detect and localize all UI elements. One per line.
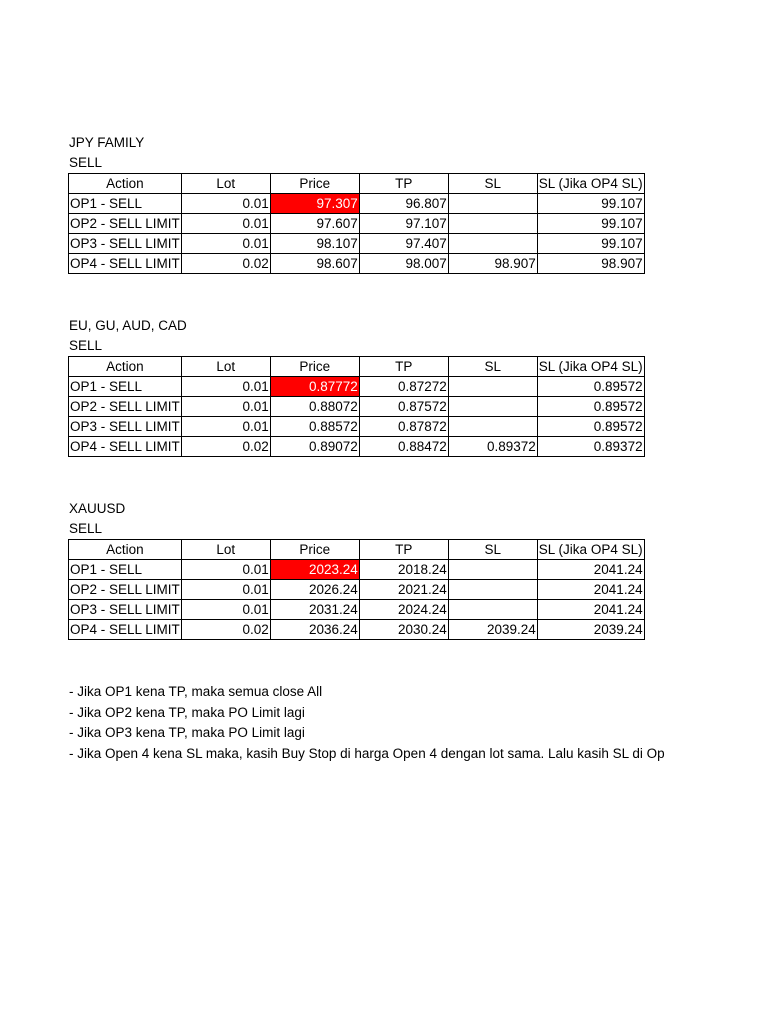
cell-price[interactable]: 0.88572: [270, 417, 359, 437]
cell-lot[interactable]: 0.01: [181, 214, 270, 234]
note-line: - Jika OP2 kena TP, maka PO Limit lagi: [69, 704, 305, 720]
header-price: Price: [270, 540, 359, 560]
cell-lot[interactable]: 0.02: [181, 254, 270, 274]
cell-price-highlighted[interactable]: 97.307: [270, 194, 359, 214]
cell-lot[interactable]: 0.01: [181, 377, 270, 397]
header-row: [69, 174, 645, 194]
cell-sl[interactable]: [448, 214, 537, 234]
cell-tp[interactable]: 2030.24: [359, 620, 448, 640]
cell-action[interactable]: OP4 - SELL LIMIT: [69, 620, 182, 640]
cell-sl[interactable]: [448, 377, 537, 397]
cell-sl[interactable]: [448, 580, 537, 600]
cell-tp[interactable]: 2024.24: [359, 600, 448, 620]
cell-action[interactable]: OP2 - SELL LIMIT: [69, 397, 182, 417]
cell-sl-if-op4[interactable]: 2041.24: [537, 560, 644, 580]
cell-sl[interactable]: [448, 560, 537, 580]
table-row: [69, 377, 645, 397]
header-tp: TP: [359, 174, 448, 194]
cell-sl[interactable]: [448, 397, 537, 417]
header-sl-if-op4: SL (Jika OP4 SL): [537, 174, 644, 194]
header-tp: TP: [359, 357, 448, 377]
cell-sl-if-op4[interactable]: 0.89572: [537, 397, 644, 417]
cell-sl[interactable]: [448, 417, 537, 437]
cell-action[interactable]: OP2 - SELL LIMIT: [69, 214, 182, 234]
cell-sl-if-op4[interactable]: 0.89572: [537, 417, 644, 437]
note-line: - Jika OP3 kena TP, maka PO Limit lagi: [69, 725, 305, 740]
cell-action[interactable]: OP4 - SELL LIMIT: [69, 437, 182, 457]
cell-sl[interactable]: 0.89372: [448, 437, 537, 457]
header-price: Price: [270, 357, 359, 377]
cell-action[interactable]: OP1 - SELL: [69, 194, 182, 214]
cell-lot[interactable]: 0.02: [181, 620, 270, 640]
cell-price[interactable]: 97.607: [270, 214, 359, 234]
order-table: [68, 356, 645, 457]
cell-sl-if-op4[interactable]: 2041.24: [537, 580, 644, 600]
section-subtitle: SELL: [69, 521, 103, 536]
cell-sl[interactable]: 2039.24: [448, 620, 537, 640]
header-action: Action: [69, 357, 182, 377]
cell-tp[interactable]: 96.807: [359, 194, 448, 214]
cell-lot[interactable]: 0.01: [181, 397, 270, 417]
notes-block: [68, 682, 674, 764]
cell-sl-if-op4[interactable]: 99.107: [537, 194, 644, 214]
table-row: [69, 254, 645, 274]
cell-price[interactable]: 2026.24: [270, 580, 359, 600]
cell-tp[interactable]: 98.007: [359, 254, 448, 274]
cell-tp[interactable]: 0.87872: [359, 417, 448, 437]
cell-action[interactable]: OP4 - SELL LIMIT: [69, 254, 182, 274]
cell-lot[interactable]: 0.01: [181, 580, 270, 600]
order-table: [68, 173, 645, 274]
cell-tp[interactable]: 0.88472: [359, 437, 448, 457]
cell-lot[interactable]: 0.01: [181, 600, 270, 620]
cell-sl[interactable]: 98.907: [448, 254, 537, 274]
table-row: [69, 397, 645, 417]
cell-sl-if-op4[interactable]: 98.907: [537, 254, 644, 274]
table-row: [69, 194, 645, 214]
cell-sl-if-op4[interactable]: 99.107: [537, 214, 644, 234]
section-xauusd: [68, 499, 645, 640]
table-row: [69, 214, 645, 234]
header-sl-if-op4: SL (Jika OP4 SL): [537, 357, 644, 377]
header-lot: Lot: [181, 357, 270, 377]
header-lot: Lot: [181, 174, 270, 194]
cell-price-highlighted[interactable]: 2023.24: [270, 560, 359, 580]
cell-price[interactable]: 0.89072: [270, 437, 359, 457]
table-row: [69, 580, 645, 600]
cell-sl-if-op4[interactable]: 2041.24: [537, 600, 644, 620]
header-sl: SL: [448, 357, 537, 377]
cell-tp[interactable]: 2018.24: [359, 560, 448, 580]
cell-sl[interactable]: [448, 234, 537, 254]
section-title: XAUUSD: [69, 501, 126, 516]
cell-lot[interactable]: 0.01: [181, 560, 270, 580]
header-row: [69, 357, 645, 377]
header-action: Action: [69, 540, 182, 560]
table-row: [69, 600, 645, 620]
cell-price[interactable]: 2036.24: [270, 620, 359, 640]
cell-sl-if-op4[interactable]: 0.89372: [537, 437, 644, 457]
section-subtitle: SELL: [69, 338, 103, 353]
note-line: - Jika Open 4 kena SL maka, kasih Buy Stop di harga Open 4 dengan lot sama. Lalu kasih SL di Op: [69, 745, 665, 761]
note-line: - Jika OP1 kena TP, maka semua close All: [69, 684, 323, 699]
section-title: JPY FAMILY: [69, 135, 145, 150]
section-jpy-family: [68, 133, 645, 274]
table-row: [69, 234, 645, 254]
table-row: [69, 417, 645, 437]
cell-tp[interactable]: 0.87572: [359, 397, 448, 417]
cell-sl[interactable]: [448, 600, 537, 620]
section-subtitle: SELL: [69, 155, 103, 170]
cell-price-highlighted[interactable]: 0.87772: [270, 377, 359, 397]
table-row: [69, 560, 645, 580]
cell-lot[interactable]: 0.01: [181, 417, 270, 437]
cell-action[interactable]: OP1 - SELL: [69, 377, 182, 397]
cell-action[interactable]: OP3 - SELL LIMIT: [69, 234, 182, 254]
cell-sl-if-op4[interactable]: 2039.24: [537, 620, 644, 640]
order-table: [68, 539, 645, 640]
header-action: Action: [69, 174, 182, 194]
cell-tp[interactable]: 2021.24: [359, 580, 448, 600]
section-eu-gu-aud-cad: [68, 316, 645, 457]
header-price: Price: [270, 174, 359, 194]
header-sl: SL: [448, 540, 537, 560]
cell-tp[interactable]: 0.87272: [359, 377, 448, 397]
cell-lot[interactable]: 0.01: [181, 234, 270, 254]
section-title: EU, GU, AUD, CAD: [69, 318, 187, 333]
cell-tp[interactable]: 97.407: [359, 234, 448, 254]
cell-price[interactable]: 2031.24: [270, 600, 359, 620]
header-sl-if-op4: SL (Jika OP4 SL): [537, 540, 644, 560]
header-sl: SL: [448, 174, 537, 194]
header-row: [69, 540, 645, 560]
cell-action[interactable]: OP2 - SELL LIMIT: [69, 580, 182, 600]
cell-lot[interactable]: 0.01: [181, 194, 270, 214]
cell-price[interactable]: 98.607: [270, 254, 359, 274]
cell-price[interactable]: 98.107: [270, 234, 359, 254]
cell-action[interactable]: OP3 - SELL LIMIT: [69, 600, 182, 620]
header-tp: TP: [359, 540, 448, 560]
cell-price[interactable]: 0.88072: [270, 397, 359, 417]
table-row: [69, 437, 645, 457]
header-lot: Lot: [181, 540, 270, 560]
cell-sl-if-op4[interactable]: 0.89572: [537, 377, 644, 397]
cell-sl-if-op4[interactable]: 99.107: [537, 234, 644, 254]
cell-action[interactable]: OP1 - SELL: [69, 560, 182, 580]
table-row: [69, 620, 645, 640]
cell-lot[interactable]: 0.02: [181, 437, 270, 457]
cell-action[interactable]: OP3 - SELL LIMIT: [69, 417, 182, 437]
cell-sl[interactable]: [448, 194, 537, 214]
cell-tp[interactable]: 97.107: [359, 214, 448, 234]
